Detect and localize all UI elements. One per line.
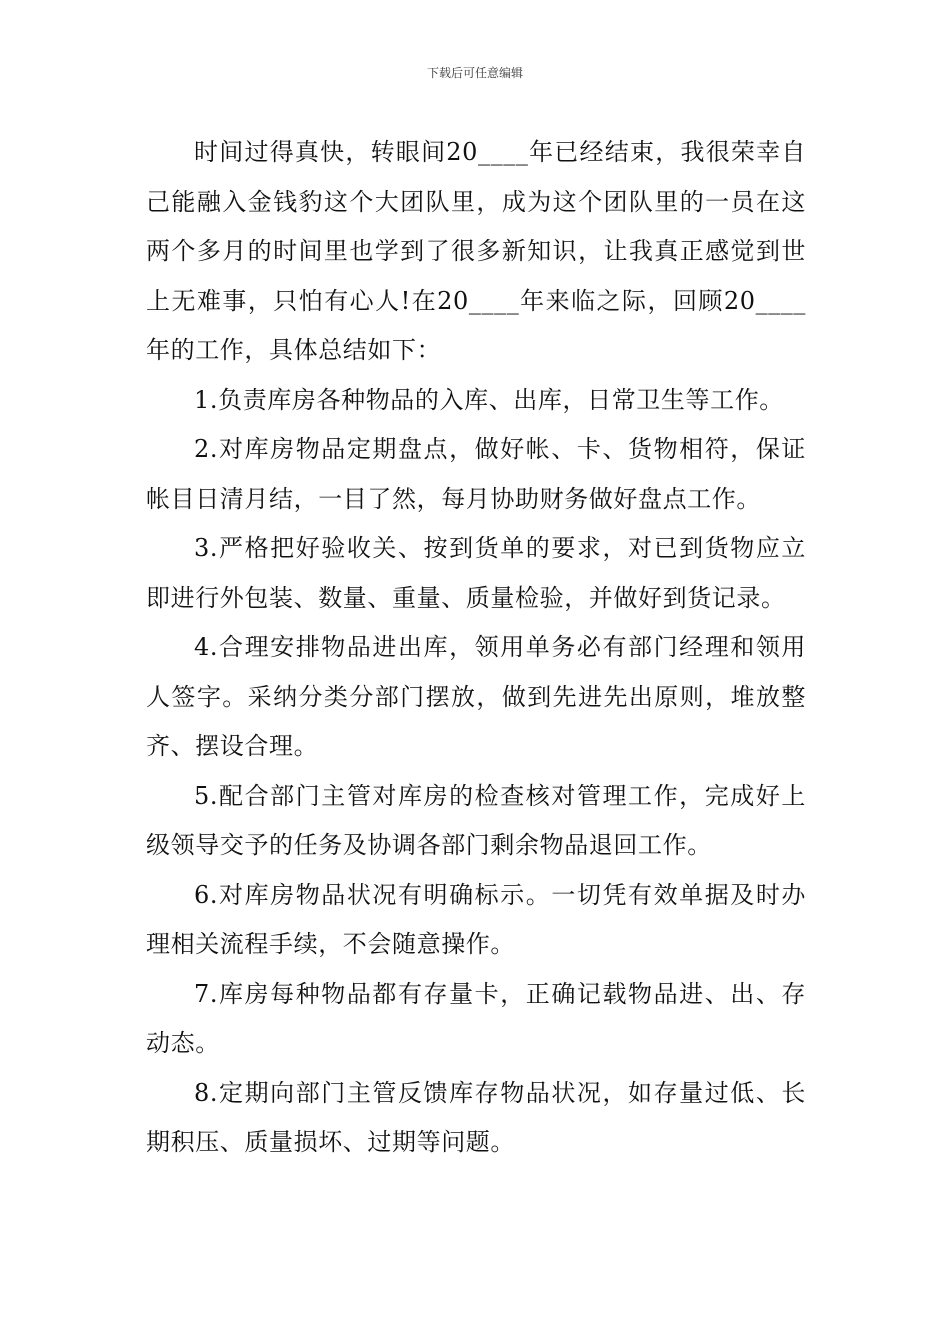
item-paragraph-5: 5.配合部门主管对库房的检查核对管理工作，完成好上级领导交予的任务及协调各部门剩余物品退回工作。 <box>146 781 806 859</box>
item-paragraph-8: 8.定期向部门主管反馈库存物品状况，如存量过低、长期积压、质量损坏、过期等问题。 <box>146 1078 806 1156</box>
intro-paragraph: 时间过得真快，转眼间20____年已经结束，我很荣幸自己能融入金钱豹这个大团队里，成为这个团队里的一员在这两个多月的时间里也学到了很多新知识，让我真正感觉到世上无难事，只怕有心人!在20____年来临之际，回顾20____年的工作，具体总结如下： <box>146 138 806 364</box>
item-paragraph-1: 1.负责库房各种物品的入库、出库，日常卫生等工作。 <box>194 385 784 414</box>
item-paragraph-2: 2.对库房物品定期盘点，做好帐、卡、货物相符，保证帐目日清月结，一目了然，每月协助财务做好盘点工作。 <box>146 435 806 513</box>
item-paragraph-7: 7.库房每种物品都有存量卡，正确记载物品进、出、存动态。 <box>146 979 806 1057</box>
document-body <box>146 128 806 1168</box>
page-header-note: 下载后可任意编辑 <box>426 66 523 80</box>
item-paragraph-3: 3.严格把好验收关、按到货单的要求，对已到货物应立即进行外包装、数量、重量、质量检验，并做好到货记录。 <box>146 534 806 612</box>
item-paragraph-6: 6.对库房物品状况有明确标示。一切凭有效单据及时办理相关流程手续，不会随意操作。 <box>146 880 806 958</box>
item-paragraph-4: 4.合理安排物品进出库，领用单务必有部门经理和领用人签字。采纳分类分部门摆放，做到先进先出原则，堆放整齐、摆设合理。 <box>146 633 806 760</box>
